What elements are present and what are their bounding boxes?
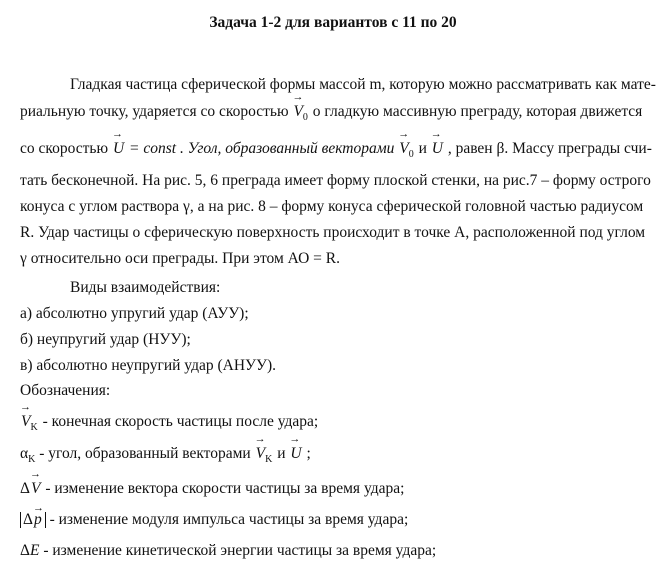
intro-line-2 <box>20 103 642 123</box>
vector-vk: → $V_K$ <box>255 445 274 465</box>
notation-dv: Δ→ V - изменение вектора скорости частицы за время удара; <box>20 480 404 498</box>
intro-line-4: тать бесконечной. На рис. 5, 6 преграда имеет форму плоской стенки, на рис.7 – форму острого <box>20 172 651 189</box>
page-title: Задача 1-2 для вариантов с 11 по 20 <box>209 14 457 31</box>
intro-text: о гладкую массивную преграду, которая движется <box>312 103 643 120</box>
notation-heading: Обозначения: <box>20 382 111 399</box>
interaction-item: а) абсолютно упругий удар (АУУ); <box>20 305 249 322</box>
vector-v0: → $V_0$ <box>292 103 308 123</box>
intro-text: риальную точку, ударяется со скоростью <box>20 103 289 120</box>
vector-vk: → $V_K$ <box>20 413 39 433</box>
intro-line-7: γ относительно оси преграды. При этом АО = R. <box>20 250 340 267</box>
vector-u: → U <box>431 140 444 158</box>
vector-u: → U <box>112 140 125 158</box>
intro-line-6: R. Удар частицы о сферическую поверхность происходит в точке А, расположенной под углом <box>20 224 646 241</box>
notation-alpha: $\alpha_K$ - угол, образованный векторами → $V_K$ и → U ; <box>20 445 311 465</box>
vector-v0: → $V_0$ <box>398 140 414 160</box>
intro-line-1: Гладкая частица сферической формы массой m, которую можно рассматривать как мате- <box>70 76 656 93</box>
vector-v: → V <box>30 480 41 498</box>
notation-de: ΔE - изменение кинетической энергии частицы за время удара; <box>20 542 437 559</box>
vector-p: → p <box>33 512 43 528</box>
interaction-item: б) неупругий удар (НУУ); <box>20 331 191 348</box>
vector-u: → U <box>289 445 302 463</box>
intro-line-3 <box>20 140 652 160</box>
notation-vk: → $V_K$ - конечная скорость частицы после удара; <box>20 413 318 433</box>
interaction-item: в) абсолютно неупругий удар (АНУУ). <box>20 357 276 374</box>
interactions-heading: Виды взаимодействия: <box>70 279 221 296</box>
notation-dp: Δ→ p - изменение модуля импульса частицы за время удара; <box>20 511 408 529</box>
intro-line-5: конуса с углом раствора γ, а на рис. 8 – форму конуса сферической головной частью радиусом <box>20 198 644 215</box>
intro-text: со скоростью <box>20 140 109 157</box>
abs-delta-p: Δ→ p <box>20 512 46 528</box>
intro-text: и <box>418 140 427 157</box>
intro-text: = const . Угол, образованный векторами <box>129 140 395 157</box>
intro-text: , равен β. Массу преграды счи- <box>447 140 652 157</box>
